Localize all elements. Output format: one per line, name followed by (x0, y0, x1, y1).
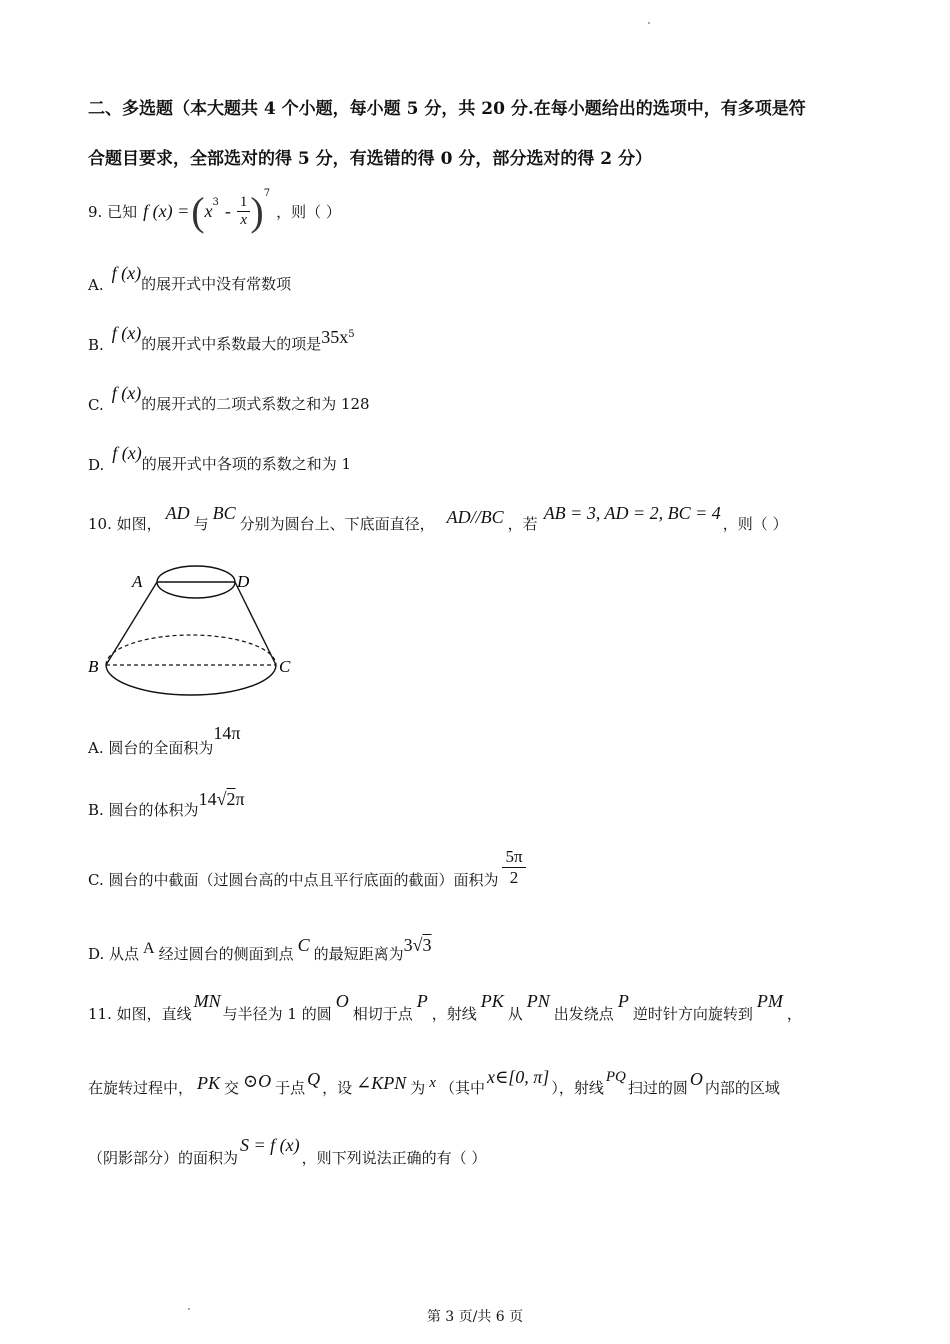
q11-pn: PN (526, 991, 550, 1011)
q11-o2: O (689, 1069, 703, 1089)
q11-yudian: 于点 (275, 1079, 306, 1097)
q11-p: P (416, 991, 428, 1011)
q10-d-text-a: D. 从点 (88, 945, 140, 963)
q11-pk: PK (480, 991, 504, 1011)
frustum-figure (80, 560, 300, 710)
q10-d-coef: 3 (403, 935, 413, 955)
q11-pm: PM (756, 991, 783, 1011)
q10-ruo: ，若 (507, 515, 538, 533)
q9-frac-num: 1 (237, 194, 251, 212)
q11-angle: ∠KPN (356, 1073, 407, 1093)
bottom-base-back-arc (106, 635, 276, 665)
q10-d-text-b: 经过圆台的侧面到点 (158, 945, 294, 963)
q11-q: Q (307, 1069, 321, 1089)
q10-d-point-c: C (297, 935, 310, 955)
q9-option-d[interactable] (88, 442, 351, 474)
q11-l2a: 在旋转过程中， (88, 1079, 194, 1097)
q9-x-exponent: 3 (212, 196, 219, 208)
q9-b-math: 35x (321, 327, 349, 347)
q10-b-text: B. 圆台的体积为 (88, 801, 199, 819)
q9-c-label: C. (88, 396, 104, 414)
slant-dc (235, 582, 276, 665)
q10-option-a[interactable] (88, 722, 240, 758)
q11-neibu: 内部的区域 (704, 1079, 780, 1097)
q11-x: x (429, 1075, 436, 1091)
q10-c-fraction (502, 847, 525, 888)
q9-option-a[interactable] (88, 262, 291, 294)
q10-yu: 与 (193, 515, 209, 533)
q10-c-text: C. 圆台的中截面（过圆台高的中点且平行底面的截面）面积为 (88, 870, 499, 889)
q9-number: 9. 已知 (88, 202, 138, 221)
q11-number: 11. 如图，直线 (88, 1005, 192, 1023)
q10-b-radicand: 2 (226, 789, 236, 809)
q9-b-text: 的展开式中系数最大的项是 (141, 335, 322, 353)
q11-t6: 逆时针方向旋转到 (632, 1005, 753, 1023)
q9-d-label: D. (88, 456, 105, 474)
q9-outer-exponent: 7 (263, 187, 271, 199)
q10-text1: 分别为圆台上、下底面直径， (239, 515, 435, 533)
q11-line3 (88, 1134, 486, 1168)
q11-circle-o: ⊙O (243, 1071, 272, 1091)
q11-qizhong: （其中 (439, 1079, 485, 1097)
q11-t3: ，射线 (431, 1005, 477, 1023)
q10-option-c[interactable] (88, 842, 526, 892)
label-c: C (279, 657, 291, 676)
q11-pq: PQ (605, 1069, 626, 1085)
q9-right-paren: ) (250, 188, 264, 234)
q11-t2: 相切于点 (352, 1005, 413, 1023)
q11-o: O (335, 991, 349, 1011)
q9-b-exponent: 5 (348, 329, 355, 340)
q10-number: 10. 如图， (88, 515, 162, 533)
q9-d-fx: f (x) (112, 443, 142, 463)
q9-fraction (237, 194, 251, 229)
q11-line1 (88, 990, 802, 1024)
q9-minus: - (224, 200, 231, 221)
q9-b-label: B. (88, 336, 104, 354)
q9-c-fx: f (x) (111, 383, 142, 403)
q11-wei: 为 (410, 1079, 426, 1097)
q10-b-pi: π (235, 789, 245, 809)
q10-d-math: 3√3 (403, 935, 432, 955)
q9-a-text: 的展开式中没有常数项 (141, 275, 292, 293)
q11-t5: 出发绕点 (553, 1005, 614, 1023)
q10-d-text-c: 的最短距离为 (313, 945, 404, 963)
q11-range: x∈[0, π] (486, 1067, 550, 1087)
q9-option-c[interactable] (88, 382, 370, 414)
q11-t4: 从 (507, 1005, 523, 1023)
q11-pk2: PK (197, 1073, 221, 1093)
q11-l3a: （阴影部分）的面积为 (88, 1149, 239, 1167)
q11-saoguo: 扫过的圆 (627, 1079, 688, 1097)
q10-a-math: 14π (213, 723, 241, 743)
q10-d-point-a: A (143, 940, 155, 957)
q11-s-eq: S = f (x) (240, 1135, 300, 1155)
q9-fx-eq: f (x) = (143, 200, 190, 221)
section-title-line1: 二、多选题（本大题共 4 个小题，每小题 5 分，共 20 分.在每小题给出的选项中，有多项是符 (88, 99, 806, 119)
bottom-base-front-arc (106, 665, 276, 695)
q10-c-den: 2 (509, 867, 519, 887)
q9-x: x (204, 200, 213, 221)
q9-stem (88, 186, 341, 236)
q10-c-num: 5π (502, 847, 525, 868)
q10-bc: BC (212, 503, 236, 523)
q11-she: ，设 (322, 1079, 353, 1097)
q11-jiao: 交 (224, 1079, 240, 1097)
q11-mn: MN (193, 991, 221, 1011)
q9-tail: ，则（ ） (276, 202, 341, 221)
q9-d-text: 的展开式中各项的系数之和为 1 (141, 455, 352, 473)
q10-ad-parallel-bc: AD//BC (446, 507, 504, 527)
q9-c-text: 的展开式的二项式系数之和为 128 (141, 395, 370, 413)
q10-option-d[interactable] (88, 928, 432, 964)
q11-t1: 与半径为 1 的圆 (222, 1005, 332, 1023)
section-title-line2: 合题目要求，全部选对的得 5 分，有选错的得 0 分，部分选对的得 2 分） (88, 149, 652, 169)
label-b: B (88, 657, 99, 676)
label-d: D (237, 572, 250, 591)
q11-l2b: ），射线 (551, 1079, 604, 1097)
q9-left-paren: ( (191, 188, 205, 234)
q9-b-fx: f (x) (111, 323, 142, 343)
q9-option-b[interactable] (88, 322, 355, 354)
q10-tail: ，则（ ） (722, 515, 788, 533)
q11-p2: P (617, 991, 629, 1011)
q9-frac-den: x (240, 211, 247, 228)
q9-a-fx: f (x) (111, 263, 142, 283)
q10-b-coef: 14 (198, 789, 217, 809)
q11-l3b: ，则下列说法正确的有（ ） (301, 1149, 487, 1167)
q10-stem (88, 502, 788, 534)
q11-comma: ， (786, 1005, 802, 1023)
q11-line2 (88, 1064, 780, 1098)
q9-a-label: A. (88, 276, 104, 294)
q10-b-math: 14√2π (198, 789, 245, 809)
q10-option-b[interactable] (88, 784, 245, 820)
label-a: A (132, 572, 143, 591)
q10-ad: AD (165, 503, 190, 523)
page-footer: 第 3 页/共 6 页 (426, 1309, 524, 1325)
scan-dot-top (648, 22, 650, 24)
q10-a-text: A. 圆台的全面积为 (88, 739, 214, 757)
q10-condition: AB = 3, AD = 2, BC = 4 (543, 503, 721, 523)
q10-d-radicand: 3 (422, 935, 432, 955)
